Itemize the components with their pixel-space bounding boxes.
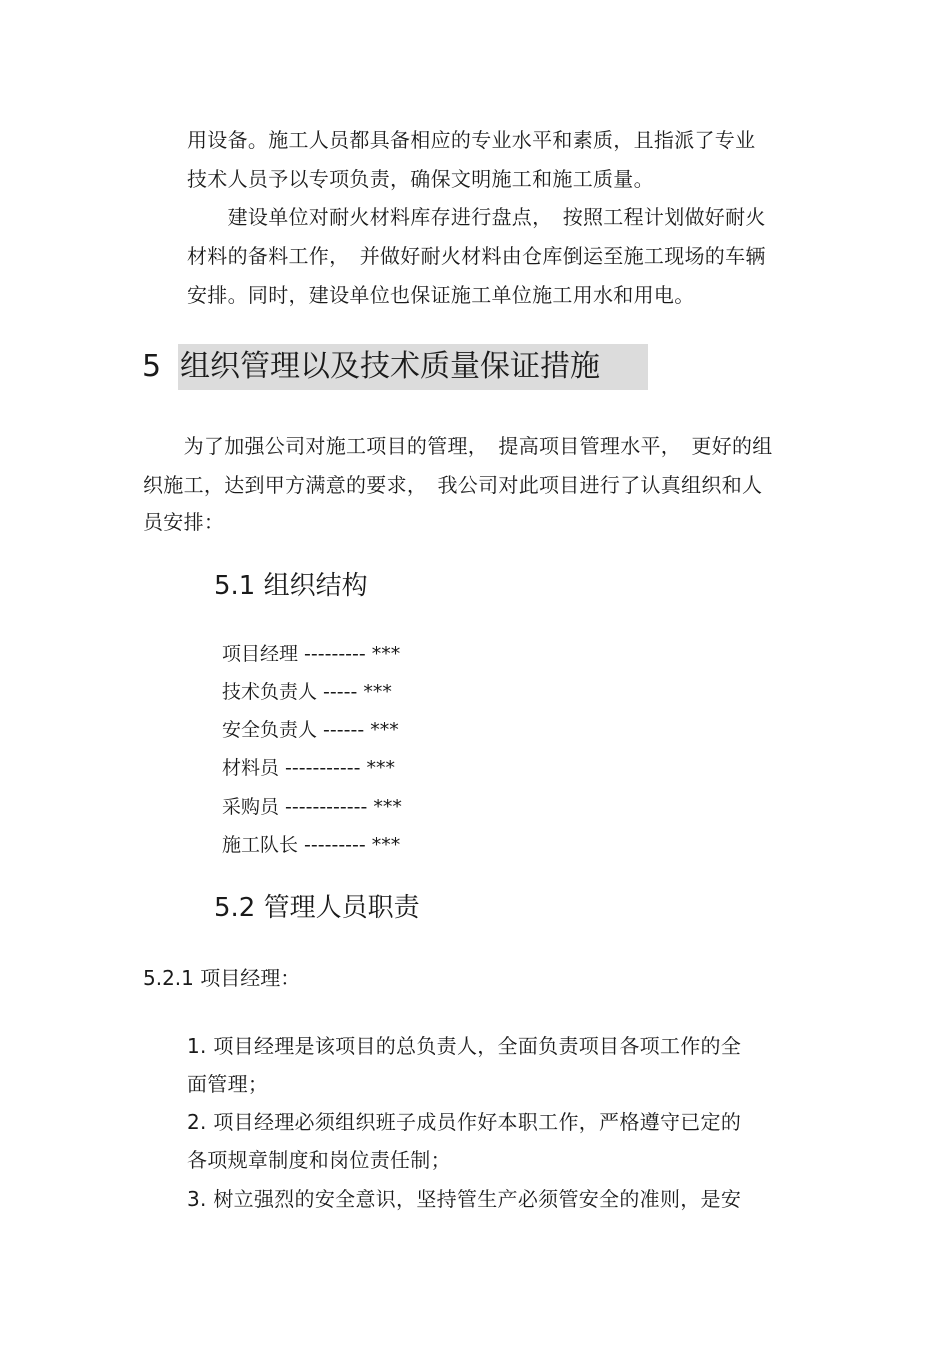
- intro-line: 建设单位对耐火材料库存进行盘点， 按照工程计划做好耐火: [187, 205, 766, 229]
- list-item: 面管理；: [187, 1072, 269, 1096]
- role-materials-clerk: 材料员 ----------- ***: [222, 757, 395, 779]
- list-item: 各项规章制度和岗位责任制；: [187, 1148, 451, 1172]
- subsection-heading-5-1: 5.1 组织结构: [214, 571, 368, 601]
- paragraph-line: 员安排：: [143, 510, 225, 534]
- role-safety-lead: 安全负责人 ------ ***: [222, 719, 399, 741]
- section-title: 组织管理以及技术质量保证措施: [178, 344, 648, 390]
- section-heading: [142, 344, 648, 390]
- role-team-leader: 施工队长 --------- ***: [222, 834, 401, 856]
- intro-line: 材料的备料工作， 并做好耐火材料由仓库倒运至施工现场的车辆: [187, 244, 766, 268]
- role-project-manager: 项目经理 --------- ***: [222, 643, 401, 665]
- intro-line: 安排。同时，建设单位也保证施工单位施工用水和用电。: [187, 283, 695, 307]
- paragraph-line: 织施工，达到甲方满意的要求， 我公司对此项目进行了认真组织和人: [143, 473, 763, 497]
- subsection-heading-5-2: 5.2 管理人员职责: [214, 893, 420, 923]
- list-item: 2. 项目经理必须组织班子成员作好本职工作，严格遵守已定的: [187, 1110, 742, 1134]
- list-item: 3. 树立强烈的安全意识，坚持管生产必须管安全的准则，是安: [187, 1187, 742, 1211]
- role-purchaser: 采购员 ------------ ***: [222, 796, 402, 818]
- paragraph-line: 为了加强公司对施工项目的管理， 提高项目管理水平， 更好的组: [143, 434, 773, 458]
- subsection-heading-5-2-1: 5.2.1 项目经理：: [143, 966, 301, 990]
- role-technical-lead: 技术负责人 ----- ***: [222, 681, 392, 703]
- section-number: 5: [142, 349, 162, 384]
- list-item: 1. 项目经理是该项目的总负责人，全面负责项目各项工作的全: [187, 1034, 742, 1058]
- intro-line: 技术人员予以专项负责，确保文明施工和施工质量。: [187, 167, 654, 191]
- intro-line: 用设备。施工人员都具备相应的专业水平和素质，且指派了专业: [187, 128, 756, 152]
